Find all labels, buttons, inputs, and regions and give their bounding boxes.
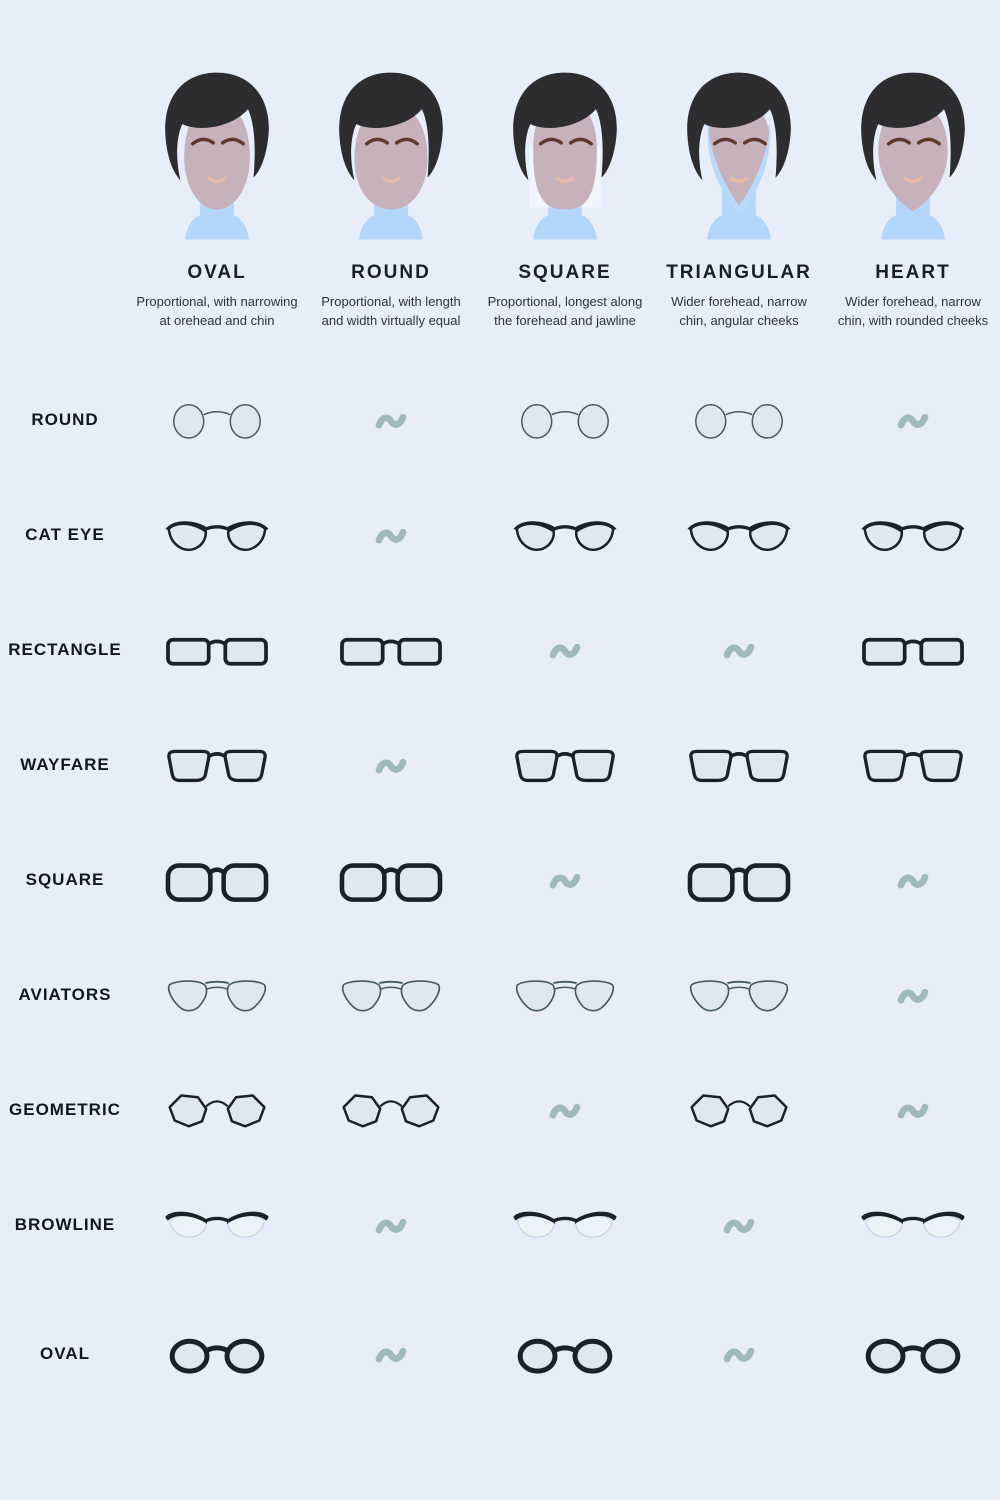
- tilde-squiggle-icon: [893, 982, 933, 1009]
- cell-aviators-round: [304, 972, 478, 1019]
- cell-geometric-round: [304, 1087, 478, 1134]
- tilde-squiggle-icon: [371, 1212, 411, 1239]
- glasses-square-icon: [163, 857, 271, 904]
- face-column-heart: [826, 58, 1000, 331]
- glasses-browline-icon: [859, 1202, 967, 1249]
- glasses-geometric-icon: [163, 1087, 271, 1134]
- face-illustration-oval: [142, 58, 292, 254]
- cell-round-heart: [826, 407, 1000, 434]
- face-illustration-triangular: [664, 58, 814, 254]
- glasses-style-label: BROWLINE: [14, 1215, 116, 1235]
- cell-geometric-heart: [826, 1097, 1000, 1124]
- glasses-wayfare-icon: [685, 742, 793, 789]
- glasses-wayfare-icon: [163, 742, 271, 789]
- cell-wayfare-round: [304, 752, 478, 779]
- cell-wayfare-square: [478, 742, 652, 789]
- face-column-oval: [130, 58, 304, 331]
- cell-round-square: [478, 397, 652, 444]
- cell-geometric-oval: [130, 1087, 304, 1134]
- face-shape-label: HEART: [875, 262, 951, 283]
- cell-round-triangular: [652, 397, 826, 444]
- cell-rectangle-heart: [826, 627, 1000, 674]
- glasses-round-icon: [163, 397, 271, 444]
- glasses-square-icon: [685, 857, 793, 904]
- glasses-row-wayfare: [0, 708, 1000, 823]
- cell-square-heart: [826, 867, 1000, 894]
- cell-round-oval: [130, 397, 304, 444]
- cell-aviators-square: [478, 972, 652, 1019]
- cell-oval-heart: [826, 1331, 1000, 1378]
- glasses-aviators-icon: [685, 972, 793, 1019]
- cell-geometric-triangular: [652, 1087, 826, 1134]
- face-column-triangular: [652, 58, 826, 331]
- cell-oval-oval: [130, 1331, 304, 1378]
- cell-cat-eye-oval: [130, 512, 304, 559]
- cell-cat-eye-square: [478, 512, 652, 559]
- tilde-squiggle-icon: [371, 407, 411, 434]
- tilde-squiggle-icon: [893, 407, 933, 434]
- glasses-row-aviators: [0, 938, 1000, 1053]
- tilde-squiggle-icon: [719, 1212, 759, 1239]
- tilde-squiggle-icon: [371, 752, 411, 779]
- glasses-oval-icon: [859, 1331, 967, 1378]
- face-column-square: [478, 58, 652, 331]
- cell-aviators-oval: [130, 972, 304, 1019]
- tilde-squiggle-icon: [719, 637, 759, 664]
- face-shape-description: Proportional, with length and width virtually equal: [321, 294, 461, 328]
- glasses-style-label: WAYFARE: [20, 755, 110, 775]
- cell-oval-triangular: [652, 1341, 826, 1368]
- glasses-rectangle-icon: [163, 627, 271, 674]
- glasses-aviators-icon: [337, 972, 445, 1019]
- face-shape-label: OVAL: [187, 262, 247, 283]
- cell-wayfare-heart: [826, 742, 1000, 789]
- glasses-cat-eye-icon: [685, 512, 793, 559]
- face-column-round: [304, 58, 478, 331]
- glasses-cat-eye-icon: [163, 512, 271, 559]
- face-shape-description: Proportional, longest along the forehead and jawline: [487, 294, 643, 328]
- glasses-style-label: GEOMETRIC: [9, 1100, 121, 1120]
- glasses-aviators-icon: [511, 972, 619, 1019]
- cell-rectangle-oval: [130, 627, 304, 674]
- cell-square-triangular: [652, 857, 826, 904]
- cell-aviators-triangular: [652, 972, 826, 1019]
- cell-wayfare-triangular: [652, 742, 826, 789]
- glasses-rectangle-icon: [337, 627, 445, 674]
- face-shape-label: SQUARE: [518, 262, 612, 283]
- tilde-squiggle-icon: [893, 1097, 933, 1124]
- tilde-squiggle-icon: [545, 867, 585, 894]
- cell-browline-round: [304, 1212, 478, 1239]
- cell-oval-round: [304, 1341, 478, 1368]
- cell-browline-square: [478, 1202, 652, 1249]
- face-shape-header-row: [0, 0, 1000, 331]
- glasses-style-label: AVIATORS: [18, 985, 112, 1005]
- face-shape-label: TRIANGULAR: [666, 262, 812, 283]
- glasses-aviators-icon: [163, 972, 271, 1019]
- cell-oval-square: [478, 1331, 652, 1378]
- glasses-row-square: [0, 823, 1000, 938]
- cell-round-round: [304, 407, 478, 434]
- cell-wayfare-oval: [130, 742, 304, 789]
- glasses-round-icon: [511, 397, 619, 444]
- glasses-row-rectangle: [0, 593, 1000, 708]
- glasses-oval-icon: [511, 1331, 619, 1378]
- tilde-squiggle-icon: [371, 1341, 411, 1368]
- face-illustration-round: [316, 58, 466, 254]
- tilde-squiggle-icon: [545, 637, 585, 664]
- cell-cat-eye-triangular: [652, 512, 826, 559]
- glasses-row-round: [0, 363, 1000, 478]
- glasses-round-icon: [685, 397, 793, 444]
- glasses-oval-icon: [163, 1331, 271, 1378]
- cell-cat-eye-heart: [826, 512, 1000, 559]
- cell-browline-oval: [130, 1202, 304, 1249]
- glasses-style-label: CAT EYE: [25, 525, 105, 545]
- glasses-wayfare-icon: [859, 742, 967, 789]
- glasses-browline-icon: [511, 1202, 619, 1249]
- glasses-row-geometric: [0, 1053, 1000, 1168]
- glasses-style-label: ROUND: [31, 410, 99, 430]
- cell-aviators-heart: [826, 982, 1000, 1009]
- glasses-compatibility-matrix: [0, 363, 1000, 1412]
- cell-geometric-square: [478, 1097, 652, 1124]
- cell-rectangle-square: [478, 637, 652, 664]
- cell-rectangle-round: [304, 627, 478, 674]
- glasses-wayfare-icon: [511, 742, 619, 789]
- glasses-row-oval: [0, 1297, 1000, 1412]
- glasses-style-label: OVAL: [40, 1344, 90, 1364]
- glasses-row-cat-eye: [0, 478, 1000, 593]
- face-shape-description: Wider forehead, narrow chin, with rounded cheeks: [837, 294, 989, 328]
- glasses-style-label: SQUARE: [25, 870, 105, 890]
- glasses-style-label: RECTANGLE: [8, 640, 122, 660]
- glasses-browline-icon: [163, 1202, 271, 1249]
- glasses-cat-eye-icon: [511, 512, 619, 559]
- glasses-geometric-icon: [337, 1087, 445, 1134]
- cell-browline-heart: [826, 1202, 1000, 1249]
- tilde-squiggle-icon: [893, 867, 933, 894]
- face-illustration-square: [490, 58, 640, 254]
- cell-browline-triangular: [652, 1212, 826, 1239]
- tilde-squiggle-icon: [719, 1341, 759, 1368]
- glasses-rectangle-icon: [859, 627, 967, 674]
- header-corner-spacer: [0, 58, 130, 331]
- glasses-cat-eye-icon: [859, 512, 967, 559]
- face-shape-description: Wider forehead, narrow chin, angular cheeks: [671, 294, 807, 328]
- face-shape-label: ROUND: [351, 262, 431, 283]
- tilde-squiggle-icon: [545, 1097, 585, 1124]
- cell-rectangle-triangular: [652, 637, 826, 664]
- tilde-squiggle-icon: [371, 522, 411, 549]
- cell-square-square: [478, 867, 652, 894]
- cell-cat-eye-round: [304, 522, 478, 549]
- glasses-row-browline: [0, 1168, 1000, 1283]
- glasses-geometric-icon: [685, 1087, 793, 1134]
- cell-square-oval: [130, 857, 304, 904]
- face-shape-description: Proportional, with narrowing at orehead and chin: [136, 294, 298, 328]
- cell-square-round: [304, 857, 478, 904]
- glasses-square-icon: [337, 857, 445, 904]
- face-illustration-heart: [838, 58, 988, 254]
